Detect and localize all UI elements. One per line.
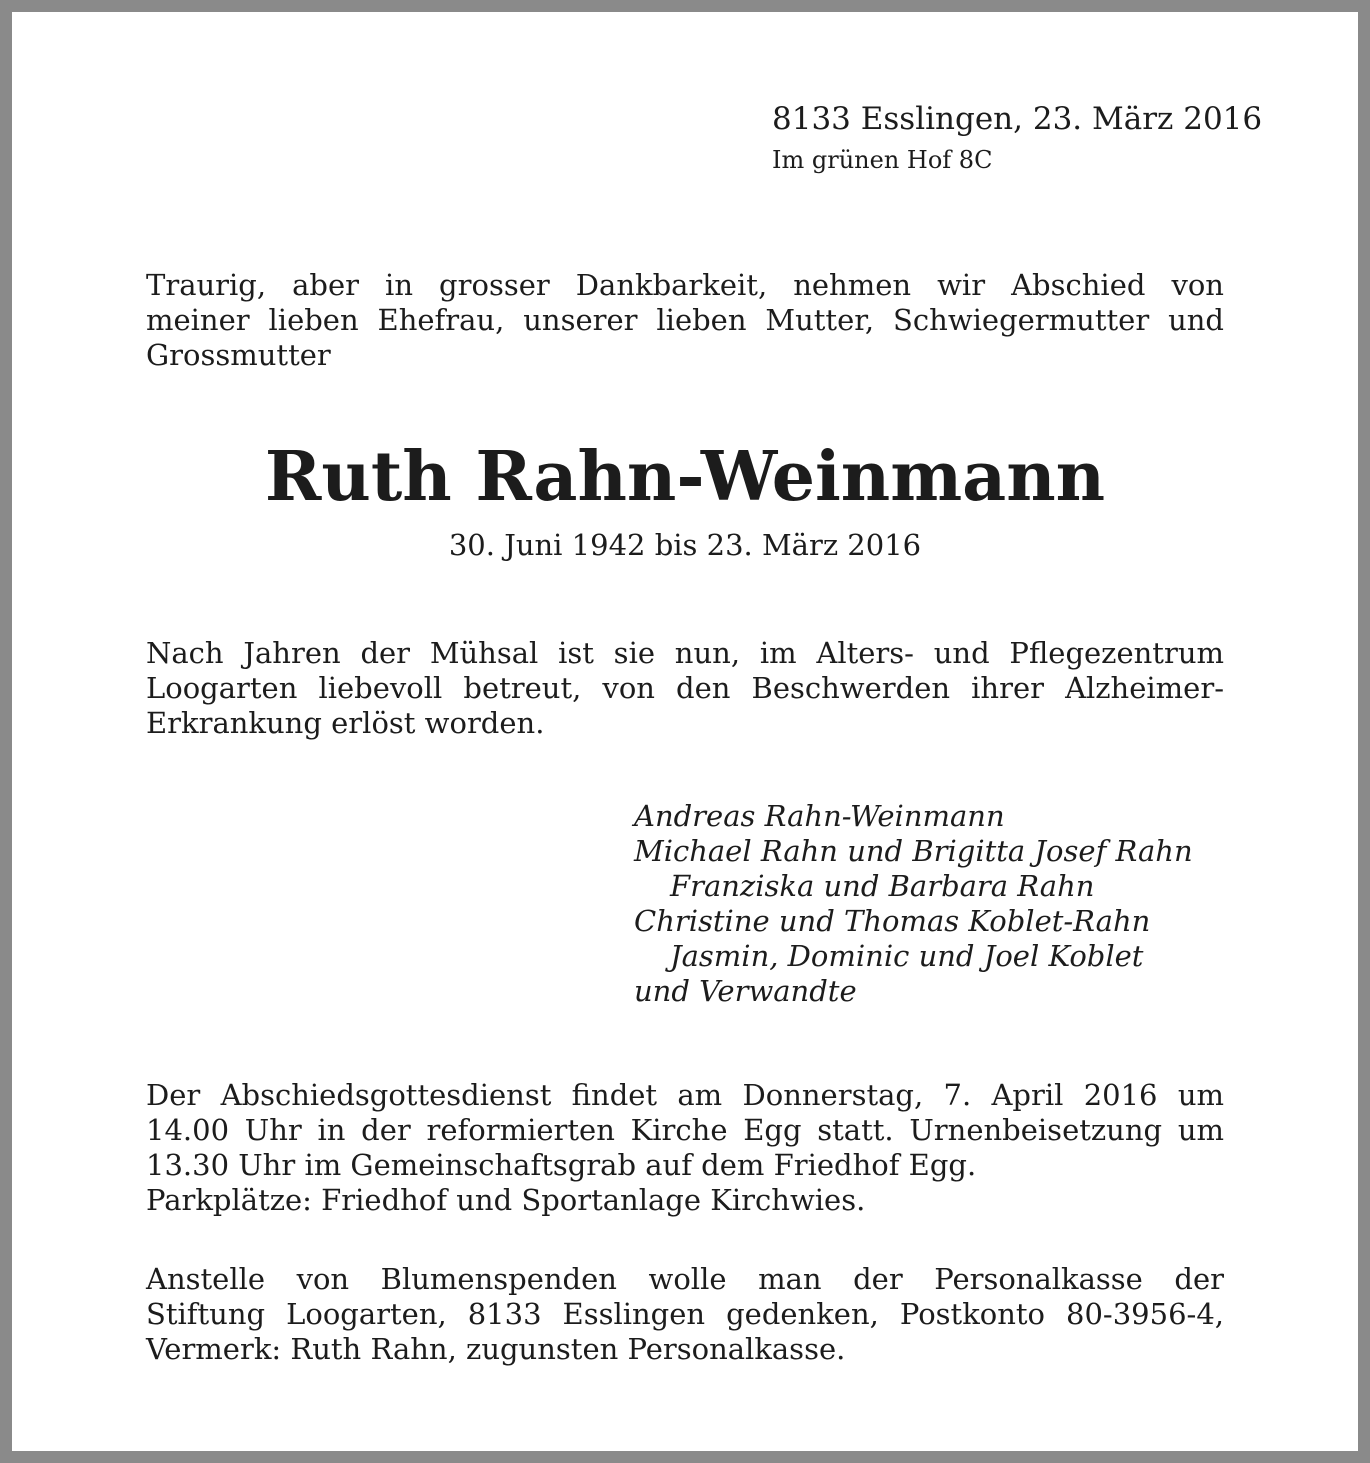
body-line: Nach Jahren der Mühsal ist sie nun, im Alters- und Pflegezentrum bbox=[146, 636, 1224, 670]
mourner-line: Jasmin, Dominic und Joel Koblet bbox=[670, 939, 1144, 973]
obituary-notice bbox=[12, 12, 1358, 1451]
body-line: Erkrankung erlöst worden. bbox=[146, 706, 545, 740]
donations-line: Anstelle von Blumenspenden wolle man der Personalkasse der bbox=[146, 1262, 1224, 1296]
service-line: Parkplätze: Friedhof und Sportanlage Kirchwies. bbox=[146, 1183, 866, 1217]
body-paragraph bbox=[146, 636, 1224, 741]
mourner-line: Franziska und Barbara Rahn bbox=[670, 869, 1095, 903]
mourner-line: und Verwandte bbox=[634, 974, 857, 1008]
service-paragraph bbox=[146, 1078, 1224, 1218]
mourners-list bbox=[634, 799, 1193, 1009]
mourner-line: Michael Rahn und Brigitta Josef Rahn bbox=[634, 834, 1193, 868]
body-line: Loogarten liebevoll betreut, von den Beschwerden ihrer Alzheimer- bbox=[146, 671, 1224, 705]
sender-address: Im grünen Hof 8C bbox=[772, 146, 993, 174]
service-line: 13.30 Uhr im Gemeinschaftsgrab auf dem Friedhof Egg. bbox=[146, 1148, 977, 1182]
service-line: 14.00 Uhr in der reformierten Kirche Egg statt. Urnenbeisetzung um bbox=[146, 1113, 1224, 1147]
donations-line: Stiftung Loogarten, 8133 Esslingen gedenken, Postkonto 80-3956-4, bbox=[146, 1297, 1224, 1331]
life-dates: 30. Juni 1942 bis 23. März 2016 bbox=[448, 528, 922, 562]
donations-line: Vermerk: Ruth Rahn, zugunsten Personalkasse. bbox=[146, 1332, 846, 1366]
intro-line: meiner lieben Ehefrau, unserer lieben Mutter, Schwiegermutter und bbox=[146, 303, 1224, 337]
place-date: 8133 Esslingen, 23. März 2016 bbox=[772, 101, 1263, 137]
mourner-line: Andreas Rahn-Weinmann bbox=[634, 799, 1005, 833]
service-line: Der Abschiedsgottesdienst findet am Donnerstag, 7. April 2016 um bbox=[146, 1078, 1224, 1112]
intro-paragraph bbox=[146, 268, 1224, 373]
mourner-line: Christine und Thomas Koblet-Rahn bbox=[634, 904, 1151, 938]
deceased-name: Ruth Rahn-Weinmann bbox=[264, 437, 1106, 517]
intro-line: Traurig, aber in grosser Dankbarkeit, nehmen wir Abschied von bbox=[146, 268, 1224, 302]
intro-line: Grossmutter bbox=[146, 338, 331, 372]
donations-paragraph bbox=[146, 1262, 1224, 1367]
